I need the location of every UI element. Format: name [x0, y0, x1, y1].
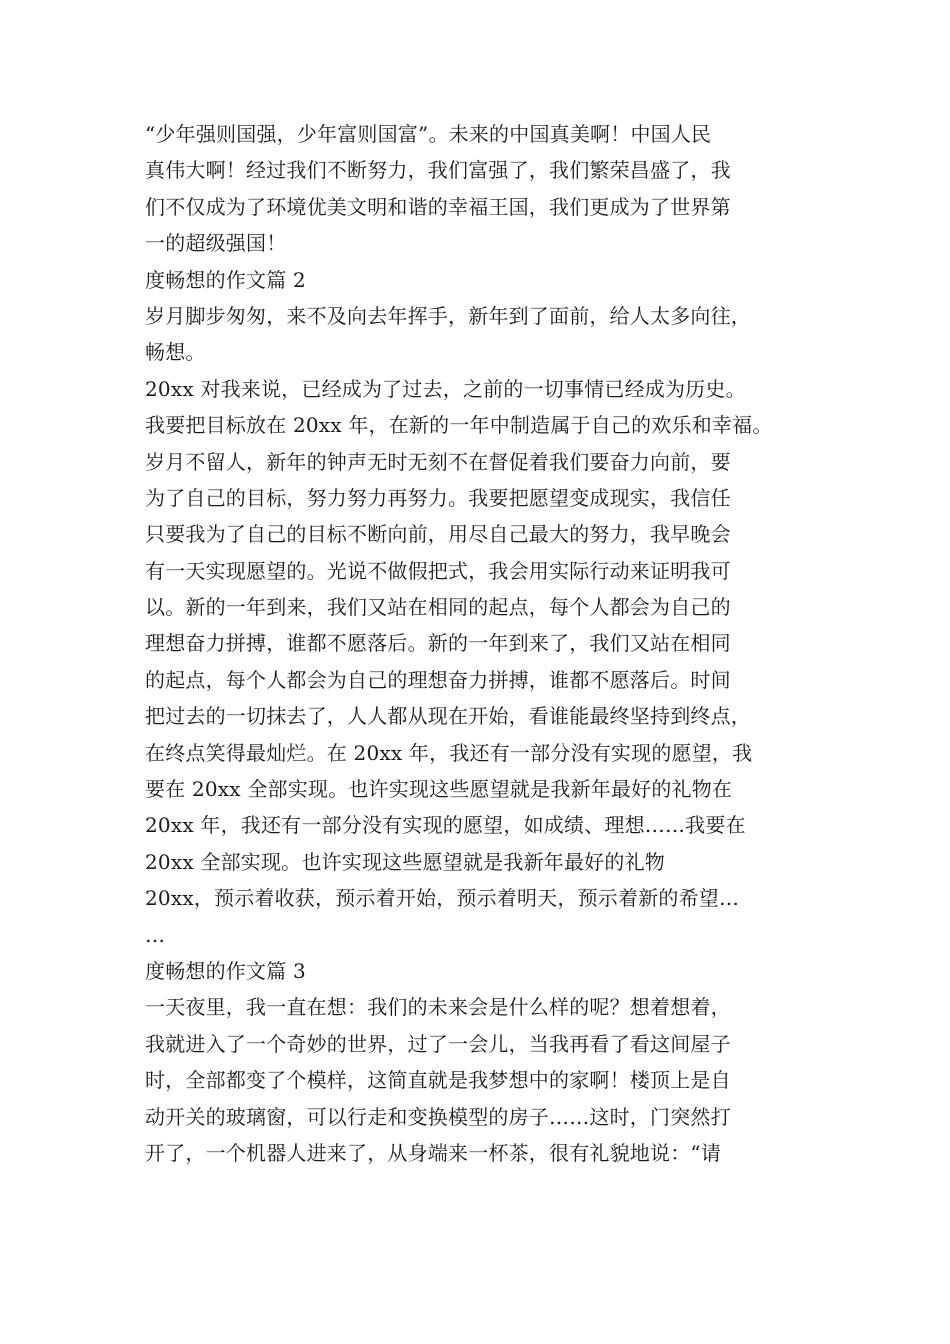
text-line: … — [145, 922, 166, 947]
text-line: 只要我为了自己的目标不断向前，用尽自己最大的努力，我早晚会 — [145, 522, 731, 547]
text-line: 我就进入了一个奇妙的世界，过了一会儿，当我再看了看这间屋子 — [145, 1031, 731, 1056]
text-line: 20xx 对我来说，已经成为了过去，之前的一切事情已经成为历史。 — [145, 376, 746, 401]
text-line: 以。新的一年到来，我们又站在相同的起点，每个人都会为自己的 — [145, 595, 731, 620]
text-line: 们不仅成为了环境优美文明和谐的幸福王国，我们更成为了世界第 — [145, 194, 731, 219]
text-line: 有一天实现愿望的。光说不做假把式，我会用实际行动来证明我可 — [145, 558, 731, 583]
text-line: 开了，一个机器人进来了，从身端来一杯茶，很有礼貌地说：“请 — [145, 1140, 722, 1165]
text-line: 一的超级强国！ — [145, 231, 287, 256]
section-heading: 度畅想的作文篇 2 — [145, 267, 306, 292]
text-line: 的起点，每个人都会为自己的理想奋力拼搏，谁都不愿落后。时间 — [145, 667, 731, 692]
text-line: 我要把目标放在 20xx 年，在新的一年中制造属于自己的欢乐和幸福。 — [145, 413, 773, 438]
text-line: 20xx 全部实现。也许实现这些愿望就是我新年最好的礼物 — [145, 849, 665, 874]
text-line: 岁月脚步匆匆，来不及向去年挥手，新年到了面前，给人太多向往， — [145, 303, 751, 328]
text-line: 20xx，预示着收获，预示着开始，预示着明天，预示着新的希望… — [145, 886, 740, 911]
text-line: 20xx 年，我还有一部分没有实现的愿望，如成绩、理想……我要在 — [145, 813, 746, 838]
text-line: 真伟大啊！经过我们不断努力，我们富强了，我们繁荣昌盛了，我 — [145, 158, 731, 183]
text-line: 为了自己的目标，努力努力再努力。我要把愿望变成现实，我信任 — [145, 485, 731, 510]
section-heading: 度畅想的作文篇 3 — [145, 958, 306, 983]
text-line: 动开关的玻璃窗，可以行走和变换模型的房子……这时，门突然打 — [145, 1104, 731, 1129]
text-line: 岁月不留人，新年的钟声无时无刻不在督促着我们要奋力向前，要 — [145, 449, 731, 474]
text-line: 一天夜里，我一直在想：我们的未来会是什么样的呢？想着想着， — [145, 995, 731, 1020]
text-line: 在终点笑得最灿烂。在 20xx 年，我还有一部分没有实现的愿望，我 — [145, 740, 753, 765]
text-line: 畅想。 — [145, 340, 206, 365]
document-body — [145, 116, 825, 1171]
text-line: “少年强则国强，少年富则国富”。未来的中国真美啊！中国人民 — [145, 122, 712, 146]
text-line: 要在 20xx 全部实现。也许实现这些愿望就是我新年最好的礼物在 — [145, 777, 733, 802]
text-line: 把过去的一切抹去了，人人都从现在开始，看谁能最终坚持到终点， — [145, 704, 751, 729]
text-line: 时，全部都变了个模样，这简直就是我梦想中的家啊！楼顶上是自 — [145, 1068, 731, 1093]
text-line: 理想奋力拼搏，谁都不愿落后。新的一年到来了，我们又站在相同 — [145, 631, 731, 656]
